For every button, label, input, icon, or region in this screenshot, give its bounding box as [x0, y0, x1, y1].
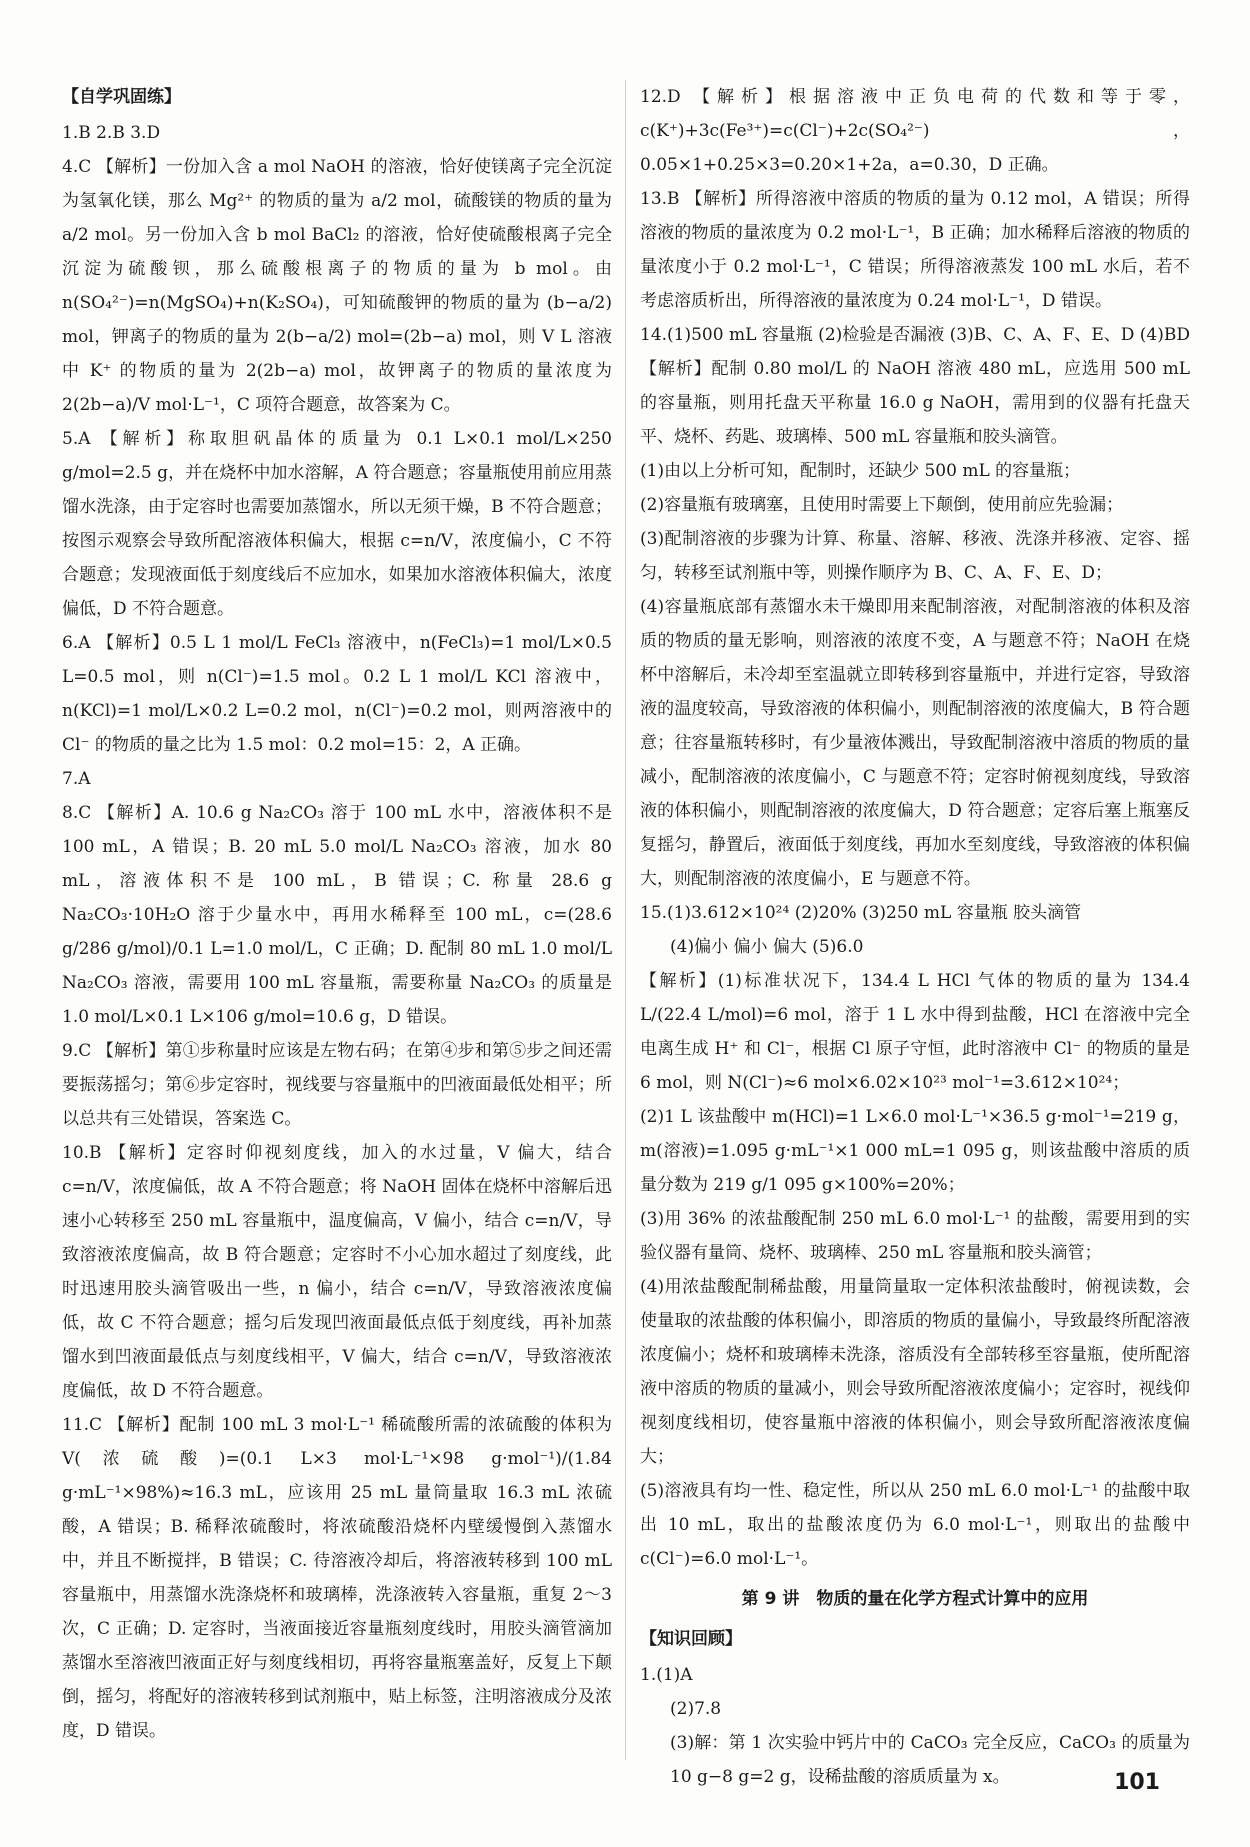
review-1-3: (3)解：第 1 次实验中钙片中的 CaCO₃ 完全反应，CaCO₃ 的质量为 10 g−8 g=2 g，设稀盐酸的溶质质量为 x。 — [670, 1733, 1190, 1787]
answer-6: 6.A 【解析】0.5 L 1 mol/L FeCl₃ 溶液中，n(FeCl₃)=1 mol/L×0.5 L=0.5 mol，则 n(Cl⁻)=1.5 mol。0.2 L 1 mol/L KCl 溶液中，n(KCl)=1 mol/L×0.2 L=0.2 mol，n(Cl⁻)=0.2 mol，则两溶液中的 Cl⁻ 的物质的量之比为 1.5 mol：0.2 mol=15：2，A 正确。 — [62, 633, 612, 755]
review-1-2: (2)7.8 — [670, 1699, 722, 1719]
answer-15-part5: (5)溶液具有均一性、稳定性，所以从 250 mL 6.0 mol·L⁻¹ 的盐酸中取出 10 mL，取出的盐酸浓度仍为 6.0 mol·L⁻¹，则取出的盐酸中 c(Cl⁻)=6.0 mol·L⁻¹。 — [640, 1481, 1190, 1569]
answer-line: 1.B 2.B 3.D — [62, 123, 161, 143]
answer-8: 8.C 【解析】A. 10.6 g Na₂CO₃ 溶于 100 mL 水中，溶液体积不是 100 mL，A 错误；B. 20 mL 5.0 mol/L Na₂CO₃ 溶液，加水 80 mL，溶液体积不是 100 mL，B 错误；C. 称量 28.6 g Na₂CO₃·10H₂O 溶于少量水中，再用水稀释至 100 mL，c=(28.6 g/286 g/mol)/0.1 L=1.0 mol/L，C 正确；D. 配制 80 mL 1.0 mol/L Na₂CO₃ 溶液，需要用 100 mL 容量瓶，需要称量 Na₂CO₃ 的质量是 1.0 mol/L×0.1 L×106 g/mol=10.6 g，D 错误。 — [62, 803, 612, 1027]
answer-13: 13.B 【解析】所得溶液中溶质的物质的量为 0.12 mol，A 错误；所得溶液的物质的量浓度为 0.2 mol·L⁻¹，B 正确；加水稀释后溶液的物质的量浓度小于 0.2 mol·L⁻¹，C 错误；所得溶液蒸发 100 mL 水后，若不考虑溶质析出，所得溶液的量浓度为 0.24 mol·L⁻¹，D 错误。 — [640, 189, 1190, 311]
left-column — [62, 80, 612, 1748]
column-divider — [625, 80, 626, 1760]
section-heading-self-study: 【自学巩固练】 — [62, 87, 181, 107]
answer-11: 11.C 【解析】配制 100 mL 3 mol·L⁻¹ 稀硫酸所需的浓硫酸的体积为 V(浓硫酸)=(0.1 L×3 mol·L⁻¹×98 g·mol⁻¹)/(1.84 g·mL⁻¹×98%)≈16.3 mL，应该用 25 mL 量筒量取 16.3 mL 浓硫酸，A 错误；B. 稀释浓硫酸时，将浓硫酸沿烧杯内壁缓慢倒入蒸馏水中，并且不断搅拌，B 错误；C. 待溶液冷却后，将溶液转移到 100 mL 容量瓶中，用蒸馏水洗涤烧杯和玻璃棒，洗涤液转入容量瓶，重复 2～3 次，C 正确；D. 定容时，当液面接近容量瓶刻度线时，用胶头滴管滴加蒸馏水至溶液凹液面正好与刻度线相切，再将容量瓶塞盖好，反复上下颠倒，摇匀，将配好的溶液转移到试剂瓶中，贴上标签，注明溶液成分及浓度，D 错误。 — [62, 1415, 612, 1741]
answer-15-cont: (4)偏小 偏小 偏大 (5)6.0 — [670, 937, 864, 957]
answer-14-analysis: 【解析】配制 0.80 mol/L 的 NaOH 溶液 480 mL，应选用 500 mL 的容量瓶，则用托盘天平称量 16.0 g NaOH，需用到的仪器有托盘天平、烧杯、药匙、玻璃棒、500 mL 容量瓶和胶头滴管。 — [640, 359, 1190, 447]
answer-5: 5.A 【解析】称取胆矾晶体的质量为 0.1 L×0.1 mol/L×250 g/mol=2.5 g，并在烧杯中加水溶解，A 符合题意；容量瓶使用前应用蒸馏水洗涤，由于定容时也需要加蒸馏水，所以无须干燥，B 不符合题意；按图示观察会导致所配溶液体积偏大，根据 c=n/V，浓度偏小，C 不符合题意；发现液面低于刻度线后不应加水，如果加水溶液体积偏大，浓度偏低，D 不符合题意。 — [62, 429, 612, 619]
answer-14-part2: (2)容量瓶有玻璃塞，且使用时需要上下颠倒，使用前应先验漏； — [640, 495, 1124, 515]
lecture-title: 第 9 讲 物质的量在化学方程式计算中的应用 — [741, 1589, 1089, 1609]
answer-10: 10.B 【解析】定容时仰视刻度线，加入的水过量，V 偏大，结合 c=n/V，浓度偏低，故 A 不符合题意；将 NaOH 固体在烧杯中溶解后迅速小心转移至 250 mL 容量瓶中，温度偏高，V 偏小，结合 c=n/V，导致溶液浓度偏高，故 B 符合题意；定容时不小心加水超过了刻度线，此时迅速用胶头滴管吸出一些，n 偏小，结合 c=n/V，导致溶液浓度偏低，故 C 不符合题意；摇匀后发现凹液面最低点低于刻度线，再补加蒸馏水到凹液面最低点与刻度线相平，V 偏大，结合 c=n/V，导致溶液浓度偏低，故 D 不符合题意。 — [62, 1143, 612, 1401]
answer-15-part4: (4)用浓盐酸配制稀盐酸，用量筒量取一定体积浓盐酸时，俯视读数，会使量取的浓盐酸的体积偏小，即溶质的物质的量偏小，导致最终所配溶液浓度偏小；烧杯和玻璃棒未洗涤，溶质没有全部转移至容量瓶，使所配溶液中溶质的物质的量减小，则会导致所配溶液浓度偏小；定容时，视线仰视刻度线相切，使容量瓶中溶液的体积偏小，则会导致所配溶液浓度偏大； — [640, 1277, 1190, 1467]
answer-4: 4.C 【解析】一份加入含 a mol NaOH 的溶液，恰好使镁离子完全沉淀为氢氧化镁，那么 Mg²⁺ 的物质的量为 a/2 mol，硫酸镁的物质的量为 a/2 mol。另一份加入含 b mol BaCl₂ 的溶液，恰好使硫酸根离子完全沉淀为硫酸钡，那么硫酸根离子的物质的量为 b mol。由 n(SO₄²⁻)=n(MgSO₄)+n(K₂SO₄)，可知硫酸钾的物质的量为 (b−a/2) mol，钾离子的物质的量为 2(b−a/2) mol=(2b−a) mol，则 V L 溶液中 K⁺ 的物质的量为 2(2b−a) mol，故钾离子的物质的量浓度为 2(2b−a)/V mol·L⁻¹，C 项符合题意，故答案为 C。 — [62, 157, 612, 415]
answer-15-analysis: 【解析】(1)标准状况下，134.4 L HCl 气体的物质的量为 134.4 L/(22.4 L/mol)=6 mol，溶于 1 L 水中得到盐酸，HCl 在溶液中完全电离生成 H⁺ 和 Cl⁻，根据 Cl 原子守恒，此时溶液中 Cl⁻ 的物质的量是 6 mol，则 N(Cl⁻)≈6 mol×6.02×10²³ mol⁻¹=3.612×10²⁴； — [640, 971, 1190, 1093]
answer-14-part1: (1)由以上分析可知，配制时，还缺少 500 mL 的容量瓶； — [640, 461, 1081, 481]
answer-14: 14.(1)500 mL 容量瓶 (2)检验是否漏液 (3)B、C、A、F、E、D (4)BD — [640, 325, 1190, 345]
right-column — [640, 80, 1190, 1794]
answer-9: 9.C 【解析】第①步称量时应该是左物右码；在第④步和第⑤步之间还需要振荡摇匀；第⑥步定容时，视线要与容量瓶中的凹液面最低处相平；所以总共有三处错误，答案选 C。 — [62, 1041, 612, 1129]
review-1-1: 1.(1)A — [640, 1665, 693, 1685]
section-heading-review: 【知识回顾】 — [640, 1629, 742, 1649]
answer-15: 15.(1)3.612×10²⁴ (2)20% (3)250 mL 容量瓶 胶头滴管 — [640, 903, 1082, 923]
answer-14-part4: (4)容量瓶底部有蒸馏水未干燥即用来配制溶液，对配制溶液的体积及溶质的物质的量无影响，则溶液的浓度不变，A 与题意不符；NaOH 在烧杯中溶解后，未冷却至室温就立即转移到容量瓶中，并进行定容，导致溶液的温度较高，导致溶液的体积偏小，则配制溶液的浓度偏大，B 符合题意；往容量瓶转移时，有少量液体溅出，导致配制溶液中溶质的物质的量减小，配制溶液的浓度偏小，C 与题意不符；定容时俯视刻度线，导致溶液的体积偏小，则配制溶液的浓度偏大，D 符合题意；定容后塞上瓶塞反复摇匀，静置后，液面低于刻度线，再加水至刻度线，导致溶液的体积偏大，则配制溶液的浓度偏小，E 与题意不符。 — [640, 597, 1190, 889]
answer-7: 7.A — [62, 769, 91, 789]
answer-14-part3: (3)配制溶液的步骤为计算、称量、溶解、移液、洗涤并移液、定容、摇匀，转移至试剂瓶中等，则操作顺序为 B、C、A、F、E、D； — [640, 529, 1190, 583]
answer-15-part3: (3)用 36% 的浓盐酸配制 250 mL 6.0 mol·L⁻¹ 的盐酸，需要用到的实验仪器有量筒、烧杯、玻璃棒、250 mL 容量瓶和胶头滴管； — [640, 1209, 1190, 1263]
answer-15-part2: (2)1 L 该盐酸中 m(HCl)=1 L×6.0 mol·L⁻¹×36.5 g·mol⁻¹=219 g，m(溶液)=1.095 g·mL⁻¹×1 000 mL=1 095 g，则该盐酸中溶质的质量分数为 219 g/1 095 g×100%=20%； — [640, 1107, 1190, 1195]
page-number: 101 — [1114, 1770, 1160, 1795]
answer-12: 12.D 【解析】根据溶液中正负电荷的代数和等于零，c(K⁺)+3c(Fe³⁺)=c(Cl⁻)+2c(SO₄²⁻)，0.05×1+0.25×3=0.20×1+2a，a=0.30，D 正确。 — [640, 87, 1190, 175]
